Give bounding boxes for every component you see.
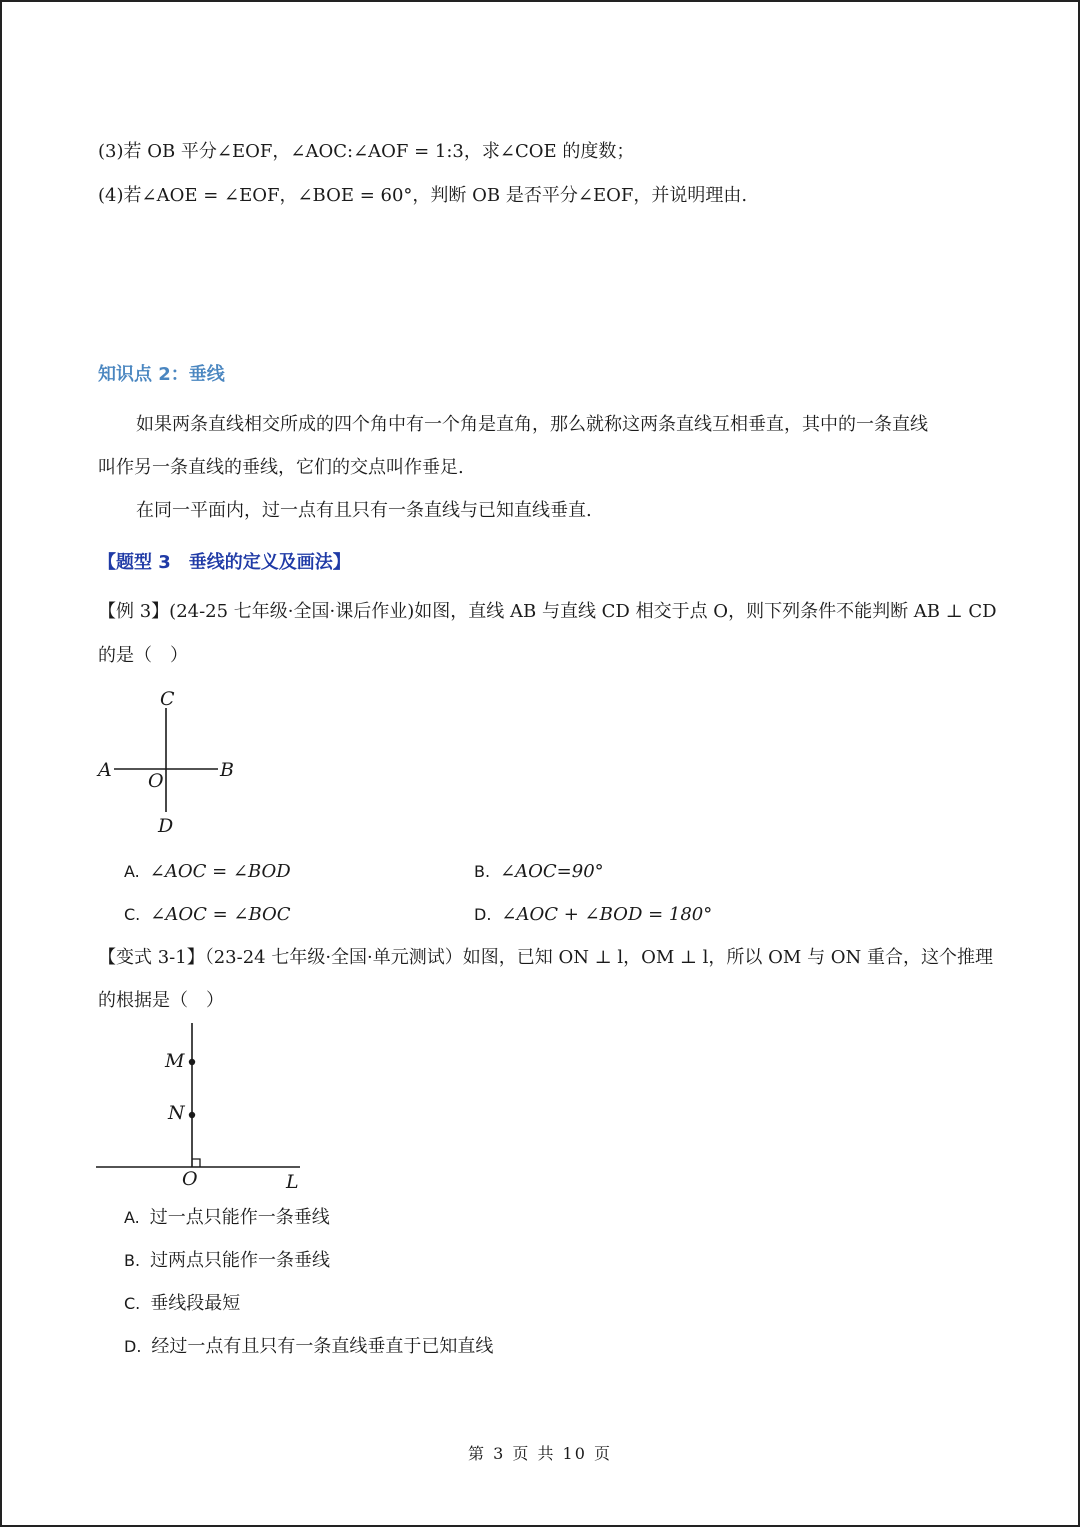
definition-line-1: 如果两条直线相交所成的四个角中有一个角是直角，那么就称这两条直线互相垂直，其中的一条直线 [136, 414, 928, 435]
perpendicular-cross-figure [90, 680, 250, 840]
option-letter: C. [124, 1294, 141, 1313]
label-b: B [220, 759, 234, 781]
variant-3-1-line-2: 的根据是（ ） [98, 990, 224, 1011]
option-letter: B. [124, 1251, 141, 1270]
label-o: O [148, 770, 164, 792]
page-number-footer: 第 3 页 共 10 页 [468, 1444, 612, 1463]
option-letter: D. [474, 905, 492, 924]
variant-3-1-line-1: 【变式 3-1】（23-24 七年级·全国·单元测试）如图，已知 ON ⊥ l，OM ⊥ l，所以 OM 与 ON 重合，这个推理 [98, 947, 994, 968]
label-m: M [165, 1050, 185, 1072]
label-a: A [98, 759, 112, 781]
option-letter: B. [474, 862, 491, 881]
option-text: 过两点只能作一条垂线 [150, 1250, 331, 1271]
variant-option-a[interactable] [124, 1205, 330, 1231]
example-3-option-a[interactable] [124, 859, 291, 885]
example-3-option-b[interactable] [474, 859, 604, 885]
option-letter: C. [124, 905, 141, 924]
label-n: N [168, 1102, 185, 1124]
point-n [189, 1112, 195, 1118]
option-letter: A. [124, 1208, 140, 1227]
question-part-3: (3)若 OB 平分∠EOF，∠AOC:∠AOF = 1:3，求∠COE 的度数； [98, 141, 635, 162]
label-c: C [160, 688, 175, 710]
example-3-line-2: 的是（ ） [98, 645, 188, 666]
option-text: ∠AOC=90° [500, 861, 604, 882]
option-text: 垂线段最短 [150, 1293, 241, 1314]
variant-option-c[interactable] [124, 1291, 240, 1317]
option-text: ∠AOC = ∠BOC [150, 904, 291, 925]
example-3-option-d[interactable] [474, 902, 712, 928]
example-3-option-c[interactable] [124, 902, 291, 928]
right-angle-mark [192, 1159, 200, 1167]
definition-line-2: 叫作另一条直线的垂线，它们的交点叫作垂足. [98, 457, 464, 478]
perpendicular-points-figure [90, 1015, 320, 1195]
knowledge-heading: 知识点 2：垂线 [98, 364, 225, 385]
label-o: O [182, 1168, 198, 1190]
point-m [189, 1059, 195, 1065]
variant-option-b[interactable] [124, 1248, 330, 1274]
question-part-4: (4)若∠AOE = ∠EOF，∠BOE = 60°，判断 OB 是否平分∠EOF，并说明理由. [98, 185, 748, 206]
option-letter: A. [124, 862, 140, 881]
type-heading: 【题型 3 垂线的定义及画法】 [98, 552, 351, 573]
label-d: D [158, 815, 174, 837]
option-text: ∠AOC + ∠BOD = 180° [501, 904, 713, 925]
option-text: ∠AOC = ∠BOD [149, 861, 291, 882]
variant-option-d[interactable] [124, 1334, 493, 1360]
option-text: 经过一点有且只有一条直线垂直于已知直线 [151, 1336, 494, 1357]
option-letter: D. [124, 1337, 142, 1356]
label-l: L [286, 1171, 299, 1193]
option-text: 过一点只能作一条垂线 [149, 1207, 330, 1228]
example-3-line-1: 【例 3】(24-25 七年级·全国·课后作业)如图，直线 AB 与直线 CD 相交于点 O，则下列条件不能判断 AB ⊥ CD [98, 601, 997, 622]
theorem-line: 在同一平面内，过一点有且只有一条直线与已知直线垂直. [136, 500, 592, 521]
